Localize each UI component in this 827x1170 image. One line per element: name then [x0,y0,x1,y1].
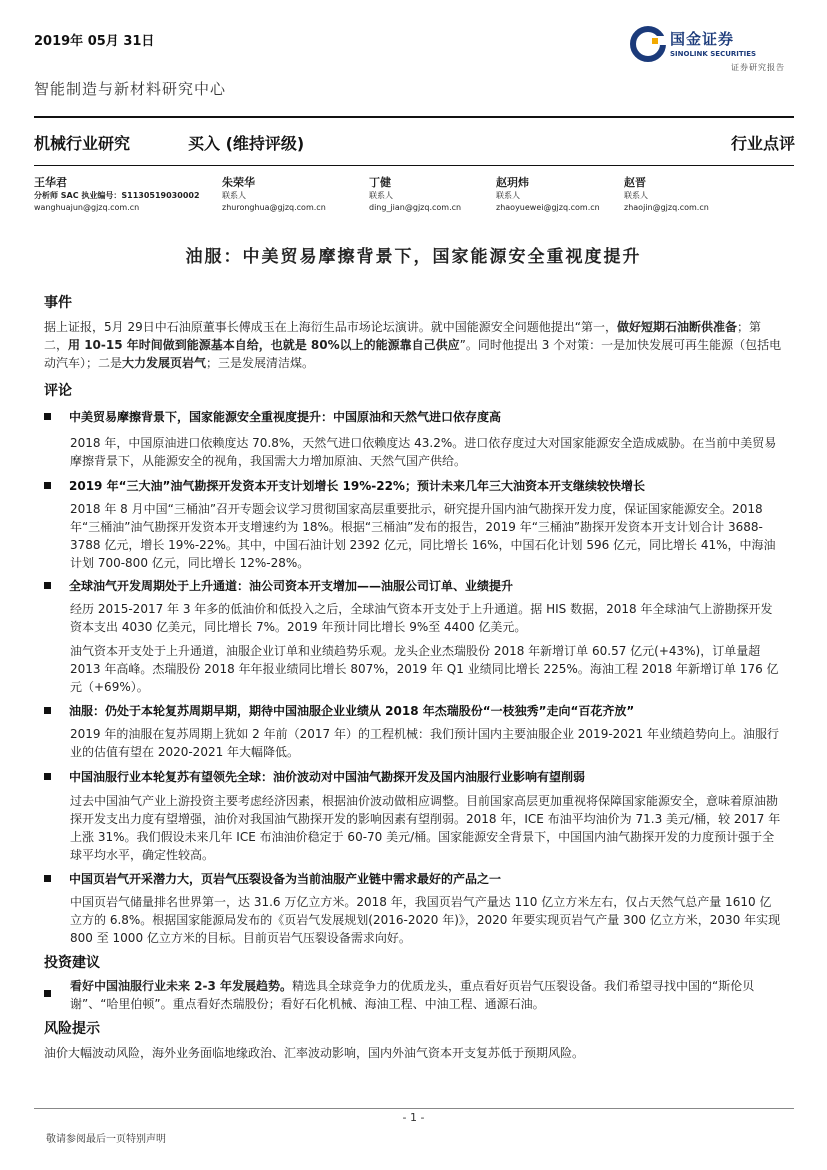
logo-mark-icon [630,26,666,62]
comment-paragraph: 油气资本开支处于上升通道，油服企业订单和业绩趋势乐观。龙头企业杰瑞股份 2018 年新增订单 60.57 亿元(+43%)，订单量超 2013 年高峰。杰瑞股份 2018 年年报业绩同比增长 807%，2019 年 Q1 业绩同比增长 225%。海油工程 2018 年新增订单 176 亿元（+69%）。 [70,644,779,694]
analyst-role: 联系人 [624,191,648,200]
analyst-email: zhaoyuewei@gjzq.com.cn [496,203,600,212]
analyst-email: zhaojin@gjzq.com.cn [624,203,709,212]
bullet-heading: 全球油气开发周期处于上升通道：油公司资本开支增加——油服公司订单、业绩提升 [44,577,784,594]
comment-paragraph: 经历 2015-2017 年 3 年多的低油价和低投入之后，全球油气资本开支处于上升通道。据 HIS 数据，2018 年全球油气上游勘探开发资本支出 4030 亿美元，同比增长 7%。2019 年预计同比增长 9%至 4400 亿美元。 [70,602,773,634]
footer-divider [34,1108,794,1109]
report-kind: 行业点评 [730,134,795,153]
bullet-square-icon [44,773,51,780]
bullet-heading: 中国油服行业本轮复苏有望领先全球：油价波动对中国油气勘探开发及国内油服行业影响有望削弱 [44,768,784,785]
analyst-name: 王华君 [34,176,67,189]
section-heading-risk: 风险提示 [44,1021,100,1037]
research-center-name: 智能制造与新材料研究中心 [34,80,227,98]
bullet-square-icon [44,990,51,997]
industry-title: 机械行业研究 [34,134,131,153]
bullet-square-icon [44,582,51,589]
analyst-divider [34,165,794,166]
analyst-role: 联系人 [222,191,246,200]
bullet-square-icon [44,413,51,420]
analyst-role: 分析师 SAC 执业编号：S1130519030002 [34,191,200,200]
analyst-name: 赵玥炜 [496,176,529,189]
analyst-name: 赵晋 [624,176,646,189]
comment-paragraph: 中国页岩气储量排名世界第一，达 31.6 万亿立方米。2018 年，我国页岩气产量达 110 亿立方米左右，仅占天然气总产量 1610 亿立方的 6.8%。根据国家能源局发布的《页岩气发展规划(2016-2020 年)》，2020 年要实现页岩气产量 300 亿立方米，2030 年实现 800 至 1000 亿立方米的目标。目前页岩气压裂设备需求向好。 [70,895,781,945]
comment-paragraph: 2018 年，中国原油进口依赖度达 70.8%，天然气进口依赖度达 43.2%。进口依存度过大对国家能源安全造成威胁。在当前中美贸易摩擦背景下，从能源安全的视角，我国需大力增加原油、天然气国产供给。 [70,436,777,468]
analyst-name: 丁健 [369,176,391,189]
bullet-heading: 中国页岩气开采潜力大，页岩气压裂设备为当前油服产业链中需求最好的产品之一 [44,870,784,887]
section-heading-comment: 评论 [44,383,72,399]
comment-paragraph: 2019 年的油服在复苏周期上犹如 2 年前（2017 年）的工程机械：我们预计国内主要油服企业 2019-2021 年业绩趋势向上。油服行业的估值有望在 2020-2021 年大幅降低。 [70,727,780,759]
advice-paragraph: 看好中国油服行业未来 2-3 年发展趋势。精选具全球竞争力的优质龙头，重点看好页岩气压裂设备。我们希望寻找中国的“斯伦贝谢”、“哈里伯顿”。重点看好杰瑞股份；看好石化机械、海油工程、中油工程、通源石油。 [70,979,755,1011]
analyst-email: zhuronghua@gjzq.com.cn [222,203,326,212]
bullet-heading: 2019 年“三大油”油气勘探开发资本开支计划增长 19%-22%；预计未来几年三大油资本开支继续较快增长 [44,477,784,494]
analyst-card [222,176,326,214]
analyst-email: wanghuajun@gjzq.com.cn [34,203,140,212]
analyst-email: ding_jian@gjzq.com.cn [369,203,462,212]
report-date: 2019年 05月 31日 [34,34,155,49]
analyst-card [369,176,461,214]
comment-paragraph: 过去中国油气产业上游投资主要考虑经济因素，根据油价波动做相应调整。目前国家高层更加重视将保障国家能源安全，意味着原油勘探开发支出力度有望增强，油价对我国油气勘探开发的影响因素有望削弱。2018 年，ICE 布油平均油价为 71.3 美元/桶，较 2017 年上涨 31%。我们假设未来几年 ICE 布油油价稳定于 60-70 美元/桶。国家能源安全背景下，中国国内油气勘探开发的力度预计强于全球平均水平，确定性较高。 [70,794,781,862]
logo-name: 国金证券 [670,30,735,48]
analyst-name: 朱荣华 [222,176,255,189]
section-heading-advice: 投资建议 [44,955,100,971]
analyst-role: 联系人 [496,191,520,200]
bullet-square-icon [44,707,51,714]
analyst-role: 联系人 [369,191,393,200]
section-heading-event: 事件 [44,295,72,311]
report-title: 油服：中美贸易摩擦背景下，国家能源安全重视度提升 [185,247,642,267]
event-paragraph: 据上证报，5月 29日中石油原董事长傅成玉在上海衍生品市场论坛演讲。就中国能源安全问题他提出“第一，做好短期石油断供准备；第二，用 10-15 年时间做到能源基本自给，也就是 80%以上的能源靠自己供应”。同时他提出 3 个对策：一是加快发展可再生能源（包括电动汽车）；二是大力发展页岩气；三是发展清洁煤。 [44,320,782,370]
analyst-card [34,176,200,214]
comment-paragraph: 2018 年 8 月中国“三桶油”召开专题会议学习贯彻国家高层重要批示，研究提升国内油气勘探开发力度，保证国家能源安全。2018 年“三桶油”油气勘探开发资本开支增速约为 18%。根据“三桶油”发布的报告，2019 年“三桶油”勘探开发资本开支计划合计 3688-3788 亿元，增长 19%-22%。其中，中国石油计划 2392 亿元，同比增长 16%，中国石化计划 596 亿元，同比增长 41%，中海油计划 700-800 亿元，同比增长 12%-28%。 [70,502,776,570]
rating: 买入 (维持评级) [188,134,305,153]
disclaimer-note: 敬请参阅最后一页特别声明 [46,1134,166,1145]
header-divider [34,116,794,118]
analyst-card [496,176,600,214]
logo-english-name: SINOLINK SECURITIES [670,50,757,58]
page-number: - 1 - [402,1111,425,1124]
bullet-heading: 油服：仍处于本轮复苏周期早期，期待中国油服企业业绩从 2018 年杰瑞股份“一枝独秀”走向“百花齐放” [44,702,784,719]
bullet-heading: 中美贸易摩擦背景下，国家能源安全重视度提升：中国原油和天然气进口依存度高 [44,408,784,425]
analyst-card [624,176,709,214]
risk-paragraph: 油价大幅波动风险，海外业务面临地缘政治、汇率波动影响，国内外油气资本开支复苏低于预期风险。 [44,1046,585,1060]
report-type-label: 证券研究报告 [731,63,785,72]
bullet-square-icon [44,875,51,882]
bullet-square-icon [44,482,51,489]
